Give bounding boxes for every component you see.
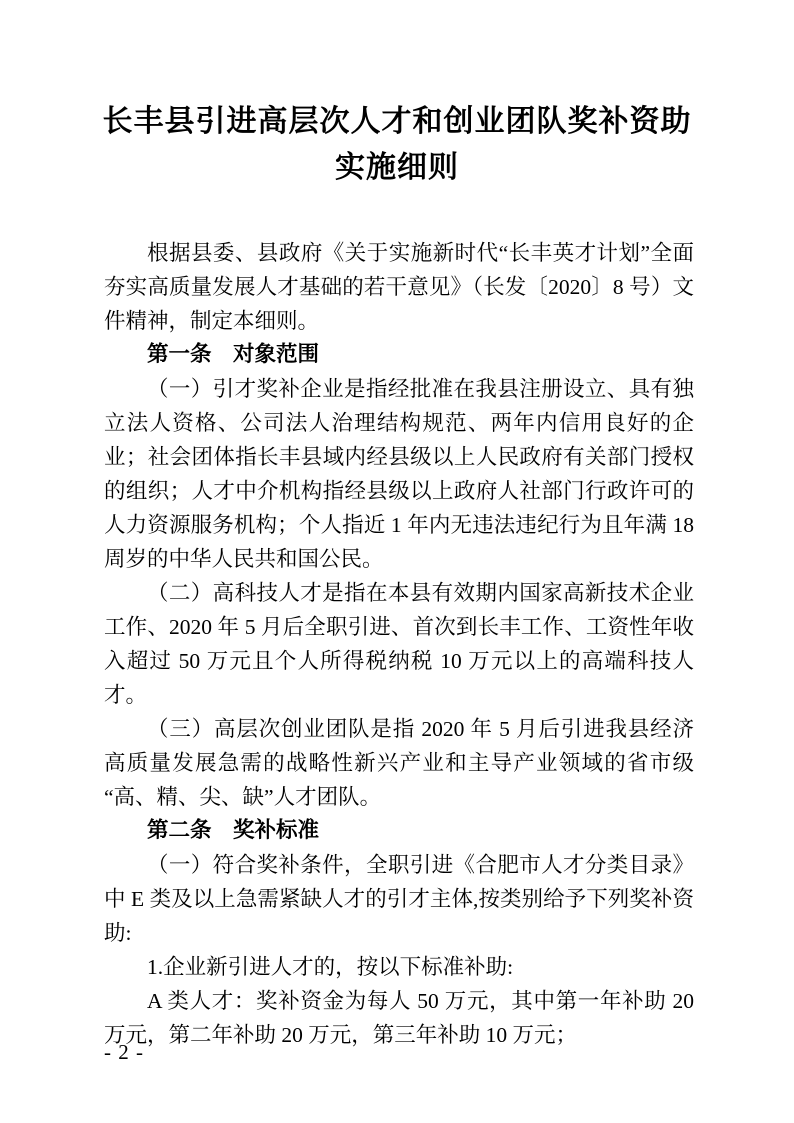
document-paragraph: 第二条 奖补标准 xyxy=(147,818,320,843)
document-title-line2: 实施细则 xyxy=(335,150,459,185)
document-title-line1: 长丰县引进高层次人才和创业团队奖补资助 xyxy=(102,104,692,139)
page-number: - 2 - xyxy=(104,1040,144,1064)
document-paragraph: （一）引才奖补企业是指经批准在我县注册设立、具有独立法人资格、公司法人治理结构规范、两年内信用良好的企业；社会团体指长丰县域内经县级以上人民政府有关部门授权的组织；人才中介机构指经县级以上政府人社部门行政许可的人力资源服务机构；个人指近 1 年内无违法违纪行为且年满 18 周岁的中华人民共和国公民。 xyxy=(104,377,694,571)
document-paragraph: （二）高科技人才是指在本县有效期内国家高新技术企业工作、2020 年 5 月后全职引进、首次到长丰工作、工资性年收入超过 50 万元且个人所得税纳税 10 万元以上的高端科技人才。 xyxy=(104,581,694,707)
document-body xyxy=(104,236,694,1052)
document-paragraph: 1.企业新引进人才的，按以下标准补助: xyxy=(147,955,514,979)
document-paragraph: A 类人才：奖补资金为每人 50 万元，其中第一年补助 20 万元，第二年补助 20 万元，第三年补助 10 万元； xyxy=(104,989,694,1047)
document-paragraph: 根据县委、县政府《关于实施新时代“长丰英才计划”全面夯实高质量发展人才基础的若干意见》（长发〔2020〕8 号）文件精神，制定本细则。 xyxy=(104,241,694,333)
document-paragraph: 第一条 对象范围 xyxy=(147,342,320,367)
document-paragraph: （一）符合奖补条件，全职引进《合肥市人才分类目录》中 E 类及以上急需紧缺人才的引才主体,按类别给予下列奖补资助: xyxy=(104,853,694,945)
document-paragraph: （三）高层次创业团队是指 2020 年 5 月后引进我县经济高质量发展急需的战略性新兴产业和主导产业领域的省市级“高、精、尖、缺”人才团队。 xyxy=(104,717,694,809)
document-title xyxy=(97,99,697,191)
